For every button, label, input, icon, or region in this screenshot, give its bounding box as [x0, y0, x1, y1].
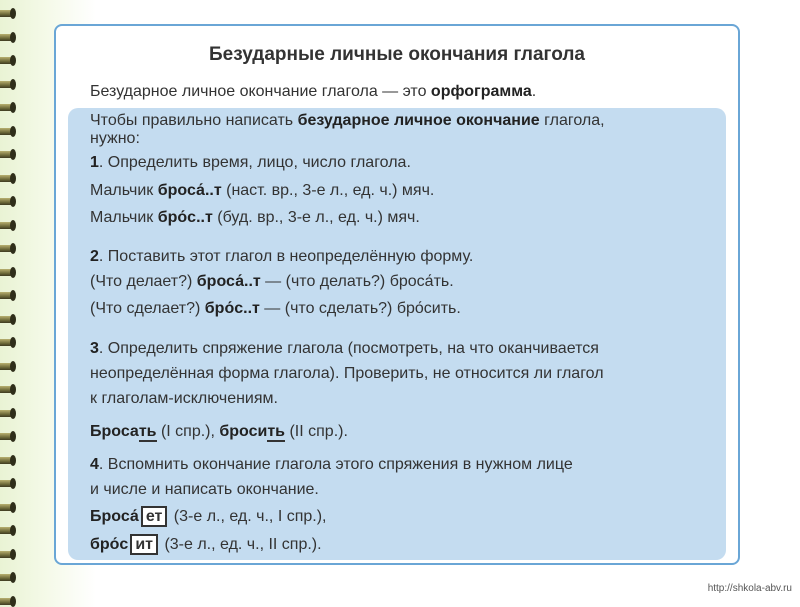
text: Чтобы правильно написать	[90, 112, 298, 129]
text: бро́с..т	[157, 209, 213, 226]
rule-card	[54, 24, 740, 565]
intro-line	[90, 83, 536, 101]
rule-panel	[68, 108, 726, 560]
step-3-line-1	[90, 340, 599, 358]
text: (3-е л., ед. ч., I спр.),	[169, 508, 327, 525]
step-2-example-2	[90, 300, 461, 318]
step-number: 4	[90, 456, 99, 473]
text: Мальчик	[90, 182, 158, 199]
step-3-example	[90, 423, 348, 441]
text: (I спр.),	[156, 423, 220, 440]
text: безударное личное окончание	[297, 112, 540, 129]
text: Броса́	[90, 508, 139, 525]
spiral-ring	[0, 269, 14, 276]
suffix-underlined: ть	[267, 423, 286, 440]
spiral-ring	[0, 339, 14, 346]
text: броса́..т	[196, 273, 261, 290]
text: — (что сделать?) бро́сить.	[259, 300, 461, 317]
step-4-line-1	[90, 456, 573, 474]
step-4-line-2: и числе и написать окончание.	[90, 481, 319, 498]
spiral-ring	[0, 198, 14, 205]
spiral-ring	[0, 81, 14, 88]
text: (Что сделает?)	[90, 300, 205, 317]
step-2-example-1	[90, 273, 454, 291]
ending-box: ит	[130, 534, 158, 555]
spiral-ring	[0, 457, 14, 464]
step-4-example-1	[90, 506, 327, 527]
suffix-underlined: ть	[138, 423, 157, 440]
step-1-example-2	[90, 209, 420, 227]
text: Мальчик	[90, 209, 158, 226]
spiral-ring	[0, 433, 14, 440]
text: (буд. вр., 3-е л., ед. ч.) мяч.	[212, 209, 420, 226]
text: Броса	[90, 423, 139, 440]
text: бро́с..т	[204, 300, 260, 317]
rule-line-2: нужно:	[90, 130, 140, 147]
spiral-ring	[0, 527, 14, 534]
ending-box: ет	[141, 506, 168, 527]
watermark: http://shkola-abv.ru	[707, 583, 792, 594]
intro-bold: орфограмма	[430, 83, 532, 100]
spiral-ring	[0, 504, 14, 511]
text: броси	[219, 423, 268, 440]
step-number: 2	[90, 248, 99, 265]
spiral-ring	[0, 316, 14, 323]
text: (наст. вр., 3-е л., ед. ч.) мяч.	[221, 182, 435, 199]
spiral-ring	[0, 386, 14, 393]
step-3-line-3: к глаголам-исключениям.	[90, 390, 278, 407]
intro-text: Безударное личное окончание глагола — это	[90, 83, 431, 100]
text: (II спр.).	[285, 423, 348, 440]
spiral-ring	[0, 574, 14, 581]
spiral-ring	[0, 598, 14, 605]
spiral-ring	[0, 292, 14, 299]
spiral-ring	[0, 480, 14, 487]
step-4-example-2	[90, 534, 322, 555]
spiral-ring	[0, 410, 14, 417]
step-3-line-2: неопределённая форма глагола). Проверить, не относится ли глагол	[90, 365, 604, 382]
text: — (что делать?) броса́ть.	[260, 273, 454, 290]
text: броса́..т	[157, 182, 222, 199]
step-1	[90, 154, 411, 172]
step-number: 1	[90, 154, 99, 171]
text: (3-е л., ед. ч., II спр.).	[160, 536, 322, 553]
spiral-ring	[0, 175, 14, 182]
spiral-ring	[0, 222, 14, 229]
step-number: 3	[90, 340, 99, 357]
text: глагола,	[539, 112, 605, 129]
rule-line-1	[90, 112, 605, 130]
spiral-ring	[0, 128, 14, 135]
spiral-ring	[0, 551, 14, 558]
step-1-example-1	[90, 182, 434, 200]
spiral-ring	[0, 57, 14, 64]
spiral-ring	[0, 151, 14, 158]
spiral-ring	[0, 104, 14, 111]
intro-end: .	[531, 83, 537, 100]
spiral-ring	[0, 245, 14, 252]
spiral-ring	[0, 10, 14, 17]
text: . Определить спряжение глагола (посмотреть, на что оканчивается	[98, 340, 599, 357]
text: . Вспомнить окончание глагола этого спряжения в нужном лице	[98, 456, 573, 473]
text: . Определить время, лицо, число глагола.	[98, 154, 411, 171]
text: (Что делает?)	[90, 273, 197, 290]
text: бро́с	[90, 536, 129, 553]
spiral-ring	[0, 34, 14, 41]
text: . Поставить этот глагол в неопределённую форму.	[98, 248, 474, 265]
spiral-ring	[0, 363, 14, 370]
step-2	[90, 248, 473, 266]
spiral-binding	[0, 0, 26, 600]
page-title: Безударные личные окончания глагола	[209, 44, 585, 65]
